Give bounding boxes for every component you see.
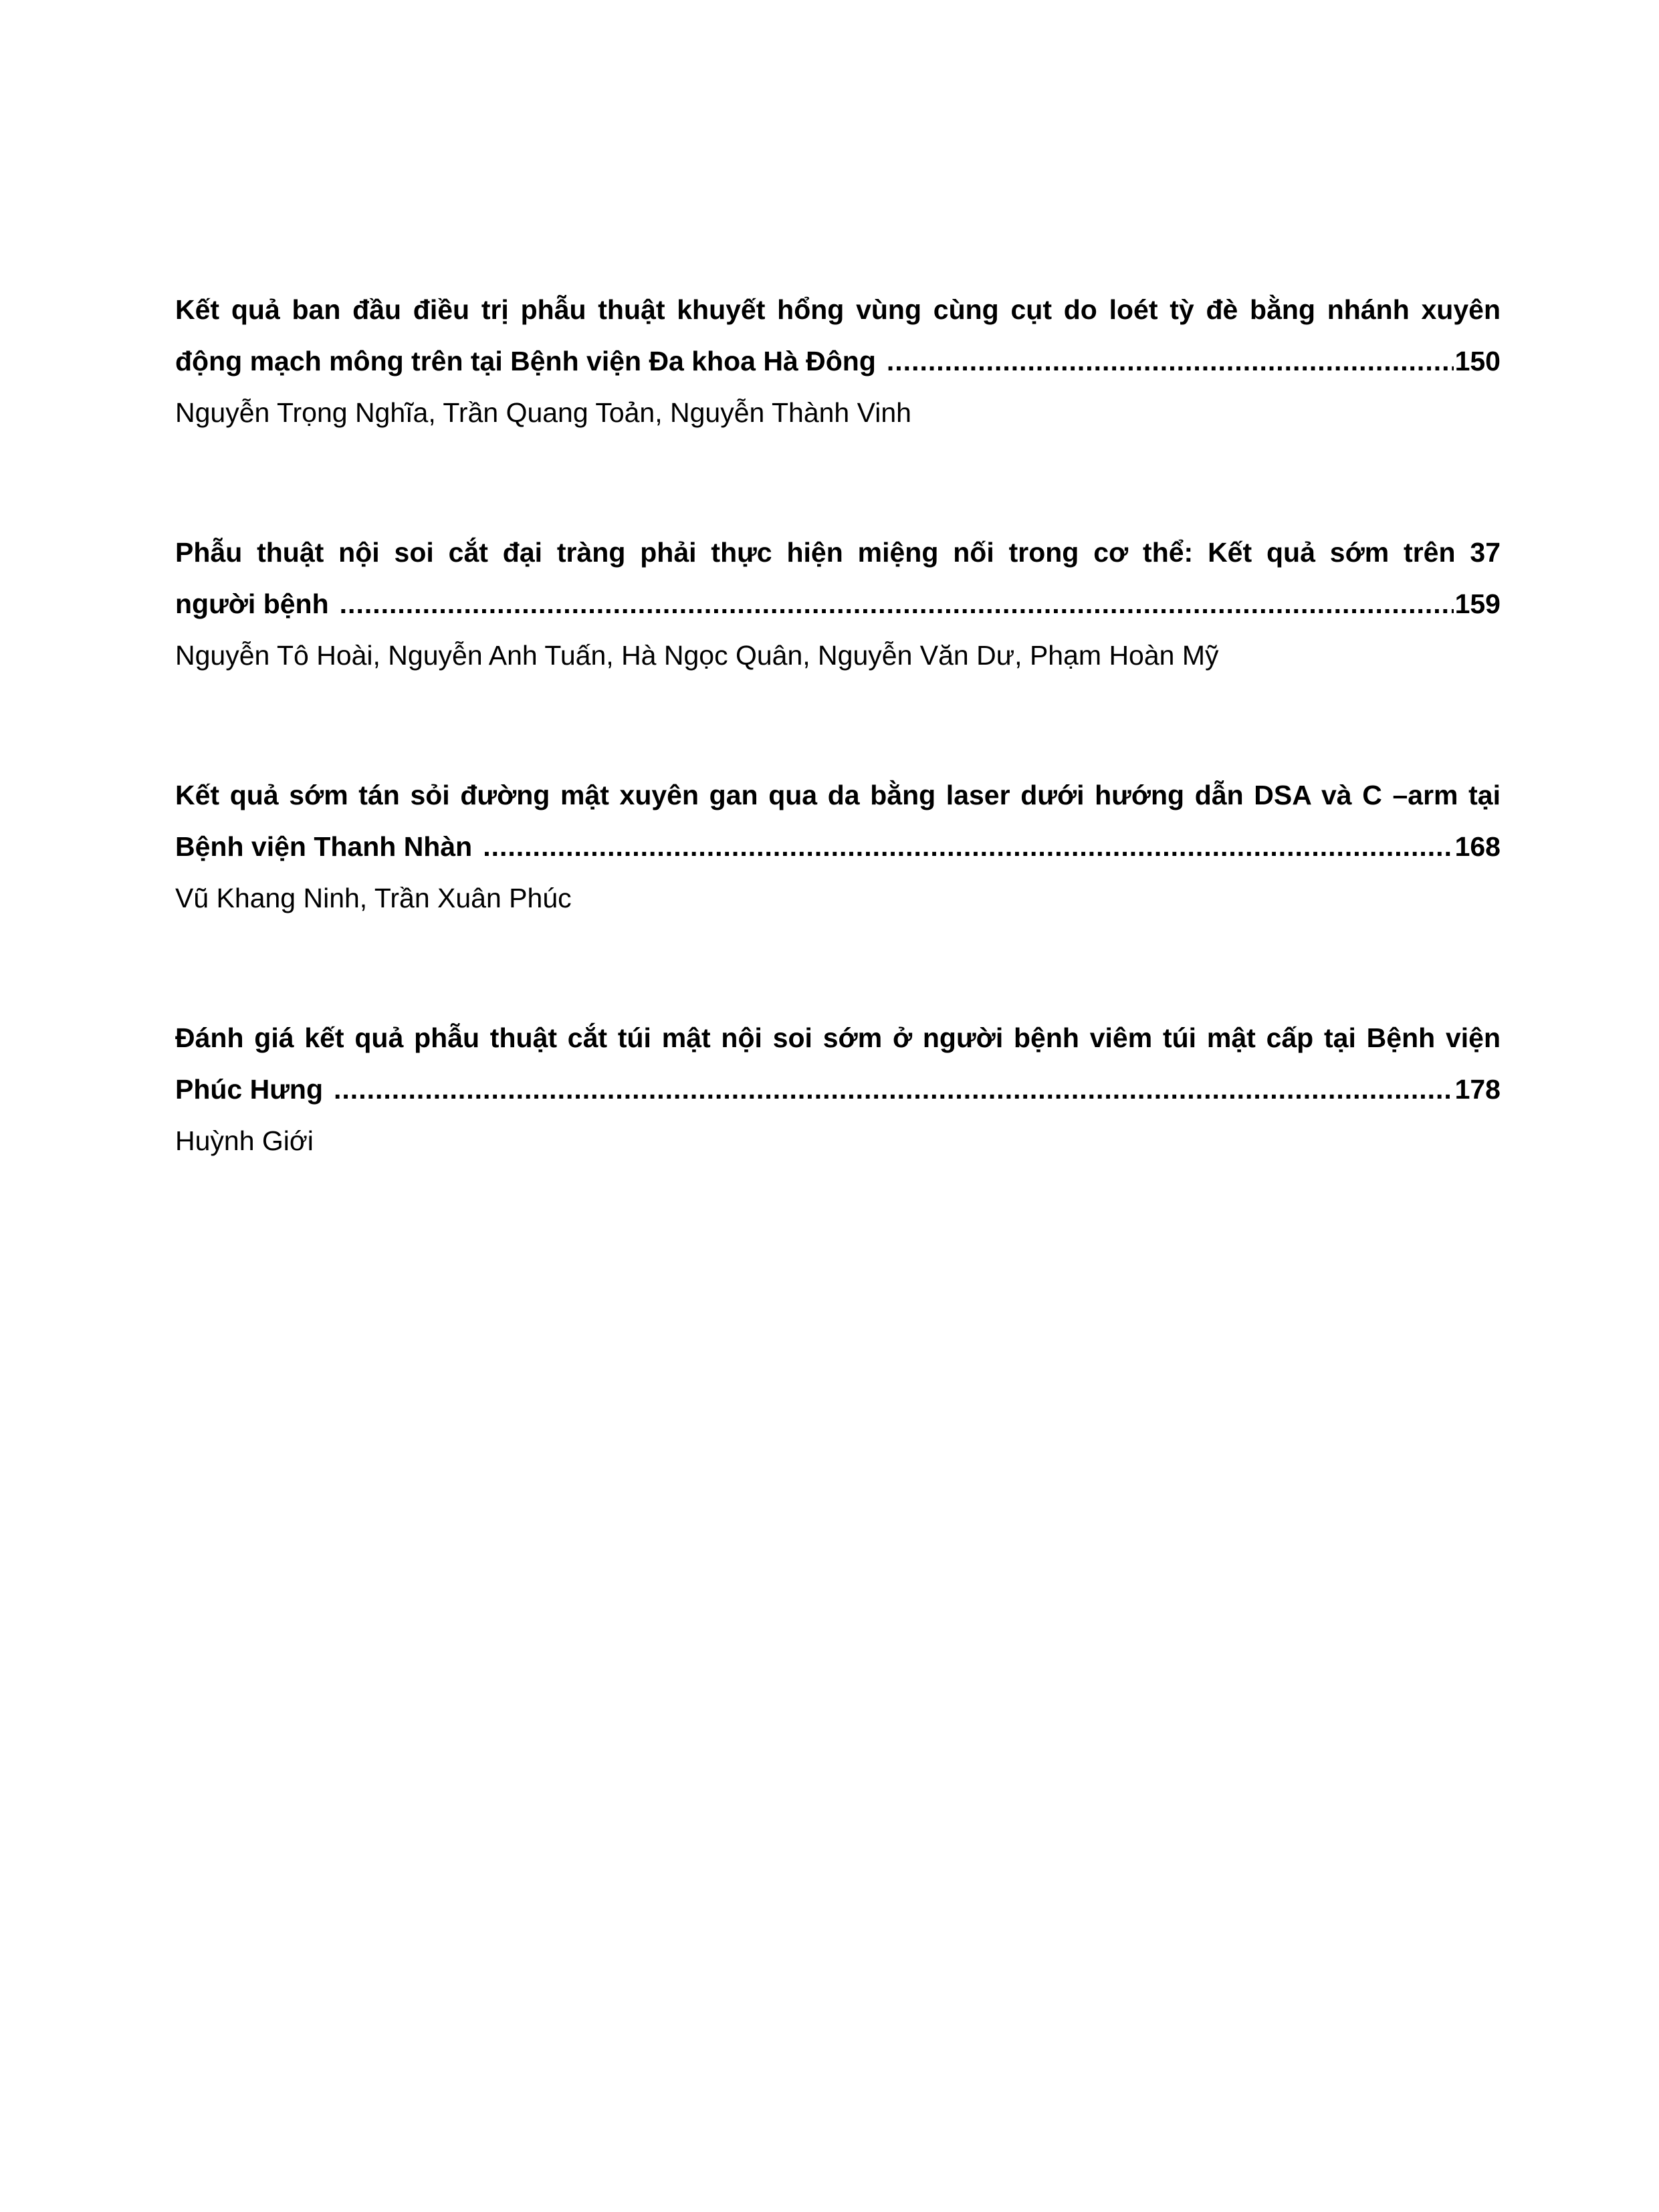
toc-entry-page-number: 159 bbox=[1454, 588, 1501, 619]
toc-entry-page-number: 178 bbox=[1454, 1074, 1501, 1105]
toc-entry-title-text: động mạch mông trên tại Bệnh viện Đa khoa Hà Đông bbox=[175, 346, 876, 376]
toc-entry-title-last-line bbox=[175, 1064, 1501, 1115]
toc-entry-authors: Huỳnh Giới bbox=[175, 1125, 314, 1156]
toc-entry-title-text: Phẫu thuật nội soi cắt đại tràng phải thực hiện miệng nối trong cơ thể: Kết quả sớm trên 37 bbox=[175, 537, 1501, 568]
dot-leader bbox=[334, 1064, 1454, 1115]
toc-entry-title-text: Đánh giá kết quả phẫu thuật cắt túi mật nội soi sớm ở người bệnh viêm túi mật cấp tại Bệnh viện bbox=[175, 1022, 1501, 1053]
table-of-contents bbox=[175, 284, 1501, 1255]
toc-entry-title-line bbox=[175, 527, 1501, 578]
toc-entry-title-line bbox=[175, 1012, 1501, 1064]
toc-entry-title-line bbox=[175, 284, 1501, 336]
toc-entry bbox=[175, 770, 1501, 924]
toc-entry-title-last-line bbox=[175, 336, 1501, 387]
toc-entry-title-text: Bệnh viện Thanh Nhàn bbox=[175, 831, 473, 862]
toc-entry-page-number: 168 bbox=[1454, 831, 1501, 862]
toc-entry-authors: Vũ Khang Ninh, Trần Xuân Phúc bbox=[175, 883, 572, 913]
toc-entry-title-last-line bbox=[175, 578, 1501, 630]
toc-entry bbox=[175, 527, 1501, 681]
toc-entry-page-number: 150 bbox=[1454, 346, 1501, 376]
toc-entry-title-line bbox=[175, 770, 1501, 821]
toc-entry-title-last-line bbox=[175, 821, 1501, 873]
toc-entry-title-text: Kết quả sớm tán sỏi đường mật xuyên gan qua da bằng laser dưới hướng dẫn DSA và C –arm tại bbox=[175, 780, 1501, 810]
dot-leader bbox=[340, 578, 1454, 630]
toc-entry-title-text: người bệnh bbox=[175, 588, 329, 619]
dot-leader bbox=[483, 821, 1453, 873]
dot-leader bbox=[887, 336, 1454, 387]
toc-entry bbox=[175, 1012, 1501, 1167]
toc-entry bbox=[175, 284, 1501, 439]
toc-entry-authors: Nguyễn Tô Hoài, Nguyễn Anh Tuấn, Hà Ngọc Quân, Nguyễn Văn Dư, Phạm Hoàn Mỹ bbox=[175, 640, 1219, 671]
toc-entry-title-text: Phúc Hưng bbox=[175, 1074, 324, 1105]
toc-entry-authors: Nguyễn Trọng Nghĩa, Trần Quang Toản, Nguyễn Thành Vinh bbox=[175, 397, 911, 428]
toc-entry-title-text: Kết quả ban đầu điều trị phẫu thuật khuyết hổng vùng cùng cụt do loét tỳ đè bằng nhánh xuyên bbox=[175, 294, 1501, 325]
